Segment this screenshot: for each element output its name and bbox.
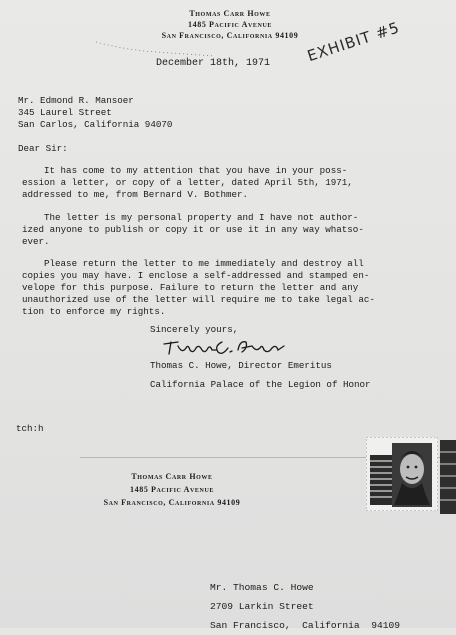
return-name: Thomas Carr Howe [131,472,213,481]
letterhead [140,8,320,41]
paragraph-line: It has come to my attention that you have in your poss- [44,165,348,176]
recipient-city: San Carlos, California 94070 [18,119,173,130]
signer-organization: California Palace of the Legion of Honor [150,379,371,390]
closing: Sincerely yours, [150,324,239,335]
letterhead-city: San Francisco, California 94109 [161,31,299,40]
return-street: 1485 Pacific Avenue [130,485,214,494]
recipient-street: 345 Laurel Street [18,107,112,118]
signer-block [150,356,371,394]
addressee-name: Mr. Thomas C. Howe [210,582,314,593]
letterhead-name: Thomas Carr Howe [189,9,271,18]
salutation: Dear Sir: [18,143,68,154]
paragraph-line: unauthorized use of the letter will require me to take legal ac- [22,294,375,305]
addressee-street: 2709 Larkin Street [210,601,314,612]
recipient-name: Mr. Edmond R. Mansoer [18,95,134,106]
paragraph-line: velope for this purpose. Failure to return the letter and any [22,282,359,293]
addressee-city: San Francisco, California 94109 [210,620,400,631]
recipient-address [18,95,172,131]
handwritten-signature [160,336,290,358]
postage-stamp-partial [440,440,456,514]
signer-title: Thomas C. Howe, Director Emeritus [150,360,332,371]
paragraph-line: ever. [22,236,50,247]
paragraph-3 [22,258,375,318]
paragraph-line: ized anyone to publish or copy it or use it in any way whatso- [22,224,364,235]
return-city: San Francisco, California 94109 [103,498,241,507]
letter-date: December 18th, 1971 [156,58,271,69]
paragraph-line: ession a letter, or copy of a letter, dated April 5th, 1971, [22,177,353,188]
ink-smudge [96,40,216,60]
envelope-addressee [210,578,400,635]
exhibit-annotation: EXHIBIT #5 [305,18,403,66]
paragraph-line: tion to enforce my rights. [22,306,166,317]
paragraph-line: addressed to me, from Bernard V. Bothmer. [22,189,249,200]
paragraph-line: copies you may have. I enclose a self-addressed and stamped en- [22,270,370,281]
paragraph-1 [22,165,353,201]
paragraph-line: Please return the letter to me immediately and destroy all [44,258,364,269]
envelope-return-address [82,470,262,509]
typist-initials: tch:h [16,423,44,434]
letterhead-street: 1485 Pacific Avenue [188,20,272,29]
paragraph-line: The letter is my personal property and I have not author- [44,212,359,223]
paragraph-2 [22,212,364,248]
postage-stamp [366,437,438,511]
